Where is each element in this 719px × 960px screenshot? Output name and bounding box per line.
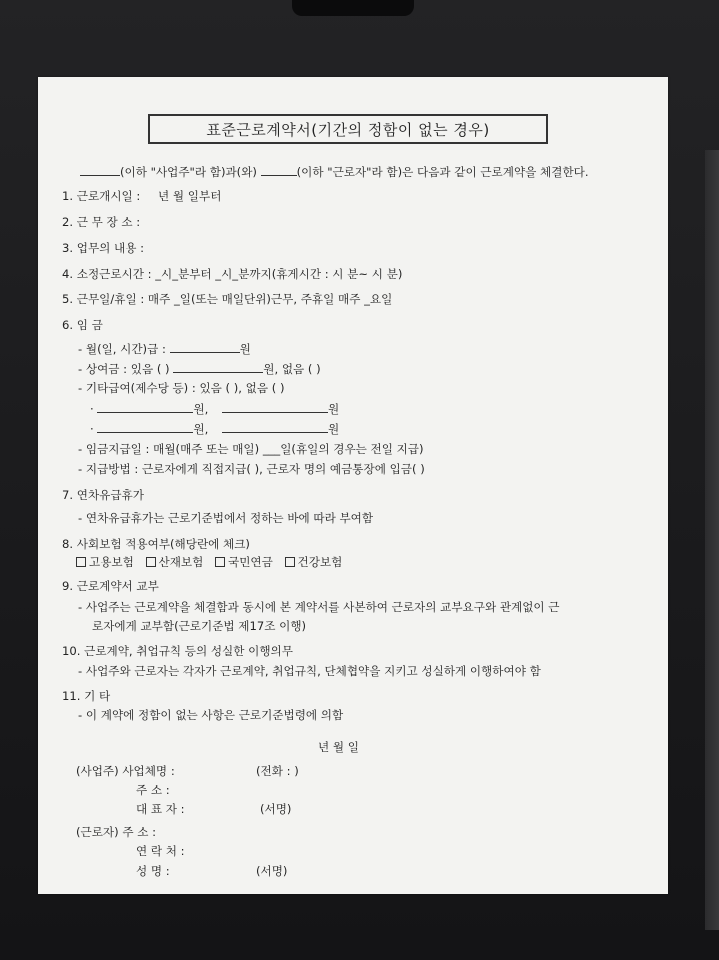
worker-address: (근로자) 주 소 : bbox=[76, 825, 157, 839]
document-title: 표준근로계약서(기간의 정함이 없는 경우) bbox=[148, 114, 548, 144]
employer-blank bbox=[80, 163, 120, 176]
wage-monthly: - 월(일, 시간)급 : 원 bbox=[78, 342, 251, 356]
annual-leave-text: - 연차유급휴가는 근로기준법에서 정하는 바에 따라 부여함 bbox=[78, 511, 374, 525]
signature-date: 년 월 일 bbox=[318, 740, 359, 754]
insurance-industrial[interactable]: 산재보험 bbox=[146, 555, 204, 569]
item-work-days: 5. 근무일/휴일 : 매주 _일(또는 매일단위)근무, 주휴일 매주 _요일 bbox=[62, 292, 393, 306]
item-etc: 11. 기 타 bbox=[62, 689, 111, 703]
item-contract-delivery: 9. 근로계약서 교부 bbox=[62, 579, 159, 593]
intro-employer-text: (이하 "사업주"라 함)과(와) bbox=[120, 165, 257, 179]
delivery-line-1: - 사업주는 근로계약을 체결함과 동시에 본 계약서를 사본하여 근로자의 교부요구와 관계없이 근 bbox=[78, 600, 560, 614]
item-faithful-duty: 10. 근로계약, 취업규칙 등의 성실한 이행의무 bbox=[62, 644, 293, 658]
wage-other-row-1: · 원, 원 bbox=[90, 402, 340, 416]
checkbox[interactable] bbox=[215, 557, 225, 567]
checkbox[interactable] bbox=[76, 557, 86, 567]
item-start-date: 1. 근로개시일 : 년 월 일부터 bbox=[62, 189, 222, 203]
employer-signature: (서명) bbox=[260, 802, 292, 816]
worker-blank bbox=[261, 163, 297, 176]
wage-other-row-2: · 원, 원 bbox=[90, 422, 340, 436]
insurance-options bbox=[76, 554, 342, 570]
worker-contact: 연 락 처 : bbox=[136, 844, 185, 858]
insurance-pension[interactable]: 국민연금 bbox=[215, 555, 273, 569]
item-wage: 6. 임 금 bbox=[62, 318, 103, 332]
wage-method: - 지급방법 : 근로자에게 직접지급( ), 근로자 명의 예금통장에 입금( ) bbox=[78, 462, 425, 476]
item-duty: 3. 업무의 내용 : bbox=[62, 241, 145, 255]
item-work-hours: 4. 소정근로시간 : _시_분부터 _시_분까지(휴게시간 : 시 분~ 시 분) bbox=[62, 267, 403, 281]
worker-signature: (서명) bbox=[256, 864, 288, 878]
wage-payday: - 임금지급일 : 매월(매주 또는 매일) ___일(휴일의 경우는 전일 지급) bbox=[78, 442, 424, 456]
employer-ceo: 대 표 자 : bbox=[136, 802, 185, 816]
insurance-health[interactable]: 건강보험 bbox=[285, 555, 343, 569]
intro-worker-text: (이하 "근로자"라 함)은 다음과 같이 근로계약을 체결한다. bbox=[296, 165, 589, 179]
employer-phone: (전화 : ) bbox=[256, 764, 299, 778]
employer-address: 주 소 : bbox=[136, 783, 170, 797]
delivery-line-2: 로자에게 교부함(근로기준법 제17조 이행) bbox=[92, 619, 307, 633]
tablet-side-edge bbox=[705, 150, 719, 930]
checkbox[interactable] bbox=[285, 557, 295, 567]
etc-text: - 이 계약에 정함이 없는 사항은 근로기준법령에 의함 bbox=[78, 708, 344, 722]
worker-name: 성 명 : bbox=[136, 864, 170, 878]
insurance-employment[interactable]: 고용보험 bbox=[76, 555, 134, 569]
item-annual-leave: 7. 연차유급휴가 bbox=[62, 488, 144, 502]
item-social-insurance: 8. 사회보험 적용여부(해당란에 체크) bbox=[62, 537, 250, 551]
item-workplace: 2. 근 무 장 소 : bbox=[62, 215, 141, 229]
checkbox[interactable] bbox=[146, 557, 156, 567]
contract-document bbox=[38, 77, 668, 894]
camera-notch bbox=[292, 0, 414, 16]
intro-line bbox=[80, 163, 589, 180]
employer-business-name: (사업주) 사업체명 : bbox=[76, 764, 175, 778]
wage-other: - 기타급여(제수당 등) : 있음 ( ), 없음 ( ) bbox=[78, 381, 285, 395]
faithful-duty-text: - 사업주와 근로자는 각자가 근로계약, 취업규칙, 단체협약을 지키고 성실하게 이행하여야 함 bbox=[78, 664, 541, 678]
wage-bonus: - 상여금 : 있음 ( ) 원, 없음 ( ) bbox=[78, 362, 321, 376]
